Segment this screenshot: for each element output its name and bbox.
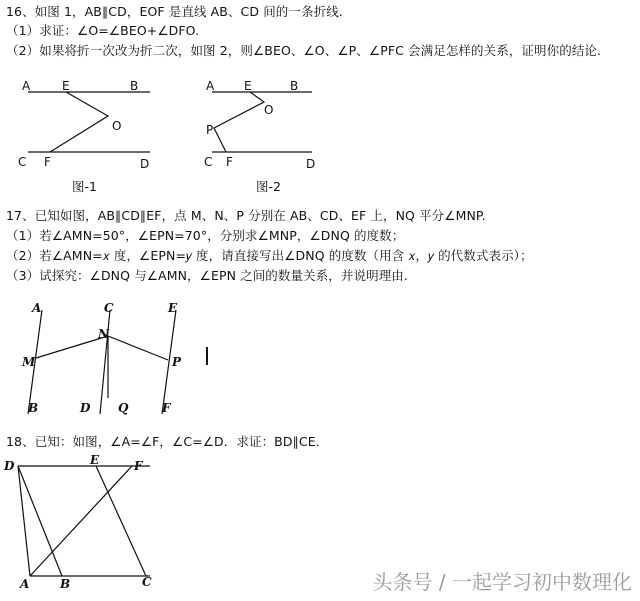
label-n: N — [98, 327, 109, 341]
label-d: D — [4, 459, 15, 473]
label-f: F — [44, 155, 51, 169]
label-c: C — [204, 155, 213, 169]
label-c: C — [142, 575, 152, 589]
label-c: C — [18, 155, 27, 169]
q17-title: 17、已知如图，AB∥CD∥EF，点 M、N、P 分别在 AB、CD、EF 上，NQ 平分∠MNP. — [6, 208, 486, 223]
q17-part1: （1）若∠AMN=50°，∠EPN=70°，分别求∠MNP，∠DNQ 的度数； — [6, 228, 405, 243]
label-f: F — [226, 155, 233, 169]
q16-title: 16、如图 1，AB∥CD，EOF 是直线 AB、CD 间的一条折线. — [6, 4, 343, 19]
label-e: E — [244, 79, 252, 93]
label-b: B — [60, 577, 71, 591]
label-m: M — [22, 355, 36, 369]
label-p: P — [206, 123, 214, 137]
figure-2 — [200, 78, 350, 178]
figure-1-caption: 图-1 — [72, 179, 97, 194]
label-f: F — [134, 459, 143, 473]
label-p: P — [172, 355, 182, 369]
label-c: C — [104, 301, 114, 315]
label-e: E — [90, 453, 100, 467]
text-cursor — [206, 347, 208, 365]
label-a: A — [20, 577, 30, 591]
label-q: Q — [118, 401, 129, 415]
label-d: D — [80, 401, 91, 415]
label-d: D — [140, 157, 150, 171]
label-b: B — [130, 79, 139, 93]
label-b: B — [28, 401, 39, 415]
figure-q18 — [0, 452, 170, 592]
q17-part3: （3）试探究：∠DNQ 与∠AMN，∠EPN 之间的数量关系，并说明理由. — [6, 268, 408, 283]
q16-part1: （1）求证：∠O=∠BEO+∠DFO. — [6, 23, 200, 38]
label-b: B — [290, 79, 299, 93]
figure-q17 — [0, 296, 200, 420]
q16-part2: （2）如果将折一次改为折二次，如图 2，则∠BEO、∠O、∠P、∠PFC 会满足怎样的关系，证明你的结论. — [6, 43, 602, 58]
label-d: D — [306, 157, 316, 171]
figure-1 — [0, 78, 170, 178]
figure-2-caption: 图-2 — [256, 179, 281, 194]
label-o: O — [264, 103, 274, 117]
label-e: E — [168, 301, 178, 315]
label-o: O — [112, 119, 122, 133]
label-e: E — [62, 79, 70, 93]
q18-title: 18、已知：如图，∠A=∠F，∠C=∠D．求证：BD∥CE． — [6, 434, 329, 449]
label-a: A — [206, 79, 215, 93]
q17-part2: （2）若∠AMN=𝑥 度，∠EPN=𝑦 度，请直接写出∠DNQ 的度数（用含 𝑥，𝑦 的代数式表示）； — [6, 248, 533, 263]
watermark: 头条号 / 一起学习初中数理化 — [372, 570, 632, 594]
label-a: A — [22, 79, 31, 93]
label-f: F — [162, 401, 171, 415]
label-a: A — [32, 301, 42, 315]
